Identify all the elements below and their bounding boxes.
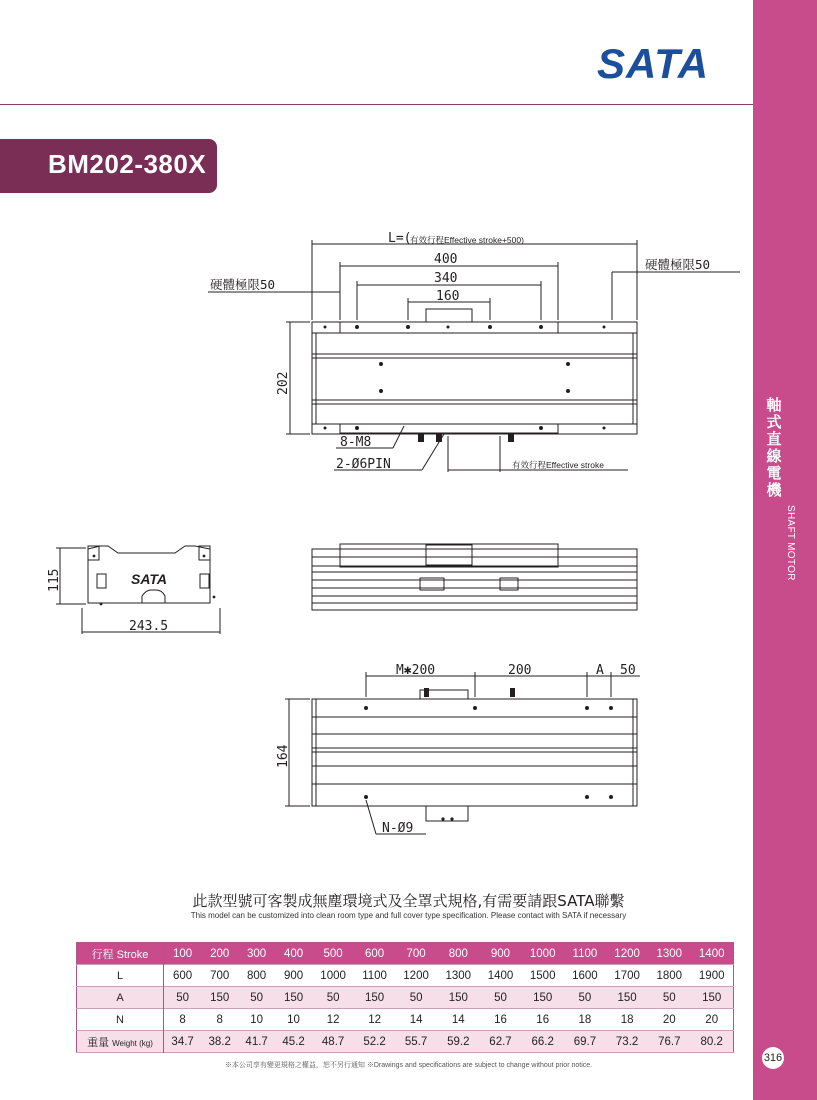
sata-logo xyxy=(594,42,712,82)
label-n9: N-Ø9 xyxy=(382,821,414,836)
table-cell: 18 xyxy=(606,1009,648,1031)
table-cell: 700 xyxy=(201,965,238,987)
dim-400: 400 xyxy=(434,252,458,267)
row-label-weight xyxy=(77,1031,164,1053)
table-cell: 1200 xyxy=(395,965,437,987)
table-row xyxy=(77,1031,734,1053)
table-cell: 150 xyxy=(275,987,312,1009)
table-cell: 18 xyxy=(564,1009,606,1031)
table-cell: 150 xyxy=(437,987,479,1009)
header-cell: 800 xyxy=(437,943,479,965)
table-cell: 50 xyxy=(479,987,521,1009)
table-cell: 150 xyxy=(606,987,648,1009)
table-cell: 10 xyxy=(238,1009,275,1031)
table-cell: 50 xyxy=(564,987,606,1009)
dim-A: A xyxy=(596,663,604,678)
table-cell: 59.2 xyxy=(437,1031,479,1053)
weight-label-en: Weight (kg) xyxy=(112,1038,153,1048)
table-cell: 38.2 xyxy=(201,1031,238,1053)
limit-left: 硬體極限50 xyxy=(210,277,276,292)
table-cell: 900 xyxy=(275,965,312,987)
dim-200: 200 xyxy=(508,663,532,678)
dim-164: 164 xyxy=(276,744,291,768)
table-cell: 14 xyxy=(395,1009,437,1031)
limit-right: 硬體極限50 xyxy=(645,257,711,272)
carriage-connector xyxy=(426,309,472,322)
side-category-cn-text: 軸式直線電機 xyxy=(766,396,782,499)
table-cell: 20 xyxy=(648,1009,690,1031)
table-cell: 1300 xyxy=(437,965,479,987)
header-label: 行程 Stroke xyxy=(77,943,164,965)
model-title: BM202-380X xyxy=(48,149,207,179)
table-cell: 1500 xyxy=(522,965,564,987)
side-view xyxy=(312,544,637,610)
dim-50: 50 xyxy=(620,663,636,678)
table-cell: 50 xyxy=(648,987,690,1009)
header-cell: 1300 xyxy=(648,943,690,965)
technical-drawing xyxy=(0,200,753,850)
table-cell: 800 xyxy=(238,965,275,987)
table-cell: 12 xyxy=(312,1009,354,1031)
row-label: N xyxy=(77,1009,164,1031)
disclaimer-footnote: ※本公司享有變更規格之權益，恕不另行通知 ※Drawings and specifications are subject to change without prior notice. xyxy=(224,1062,593,1069)
header-cell: 300 xyxy=(238,943,275,965)
header-cell: 1000 xyxy=(522,943,564,965)
table-cell: 12 xyxy=(354,1009,395,1031)
table-cell: 69.7 xyxy=(564,1031,606,1053)
header-cell: 400 xyxy=(275,943,312,965)
table-cell: 48.7 xyxy=(312,1031,354,1053)
table-cell: 1100 xyxy=(354,965,395,987)
header-cell: 100 xyxy=(164,943,202,965)
dim-115: 115 xyxy=(47,568,62,592)
table-cell: 80.2 xyxy=(690,1031,733,1053)
table-cell: 41.7 xyxy=(238,1031,275,1053)
dim-202: 202 xyxy=(276,371,291,395)
table-cell: 50 xyxy=(312,987,354,1009)
table-cell: 14 xyxy=(437,1009,479,1031)
top-view-body xyxy=(312,322,637,434)
table-cell: 16 xyxy=(479,1009,521,1031)
label-8-m8: 8-M8 xyxy=(340,435,372,450)
bottom-view xyxy=(285,672,640,834)
customization-note-en: This model can be customized into clean room type and full cover type specification. Please contact with SATA if necessary xyxy=(190,911,627,920)
header-cell: 900 xyxy=(479,943,521,965)
table-row xyxy=(77,987,734,1009)
table-cell: 52.2 xyxy=(354,1031,395,1053)
header-cell: 700 xyxy=(395,943,437,965)
table-cell: 1700 xyxy=(606,965,648,987)
header-cell: 1200 xyxy=(606,943,648,965)
weight-label-cn: 重量 xyxy=(87,1036,110,1049)
table-cell: 150 xyxy=(354,987,395,1009)
header-cell: 500 xyxy=(312,943,354,965)
dim-L-label: L=( xyxy=(388,231,412,246)
header-cell: 1400 xyxy=(690,943,733,965)
table-cell: 150 xyxy=(690,987,733,1009)
table-cell: 20 xyxy=(690,1009,733,1031)
dim-340: 340 xyxy=(434,271,458,286)
table-cell: 150 xyxy=(201,987,238,1009)
table-cell: 50 xyxy=(238,987,275,1009)
table-cell: 1000 xyxy=(312,965,354,987)
header-cell: 1100 xyxy=(564,943,606,965)
table-cell: 34.7 xyxy=(164,1031,202,1053)
dim-m200: M✱200 xyxy=(396,663,436,678)
table-cell: 8 xyxy=(201,1009,238,1031)
side-category-cn xyxy=(764,397,784,499)
sata-logo-graphic xyxy=(594,42,712,82)
dim-L-sub: 有效行程Effective stroke+500) xyxy=(410,235,524,245)
table-cell: 62.7 xyxy=(479,1031,521,1053)
sata-logo-text: SATA xyxy=(596,42,710,82)
header-cell: 600 xyxy=(354,943,395,965)
table-cell: 1600 xyxy=(564,965,606,987)
table-row xyxy=(77,1009,734,1031)
table-cell: 45.2 xyxy=(275,1031,312,1053)
table-cell: 50 xyxy=(164,987,202,1009)
carriage-bottom xyxy=(340,424,558,433)
page-number: 316 xyxy=(762,1047,784,1069)
table-cell: 76.7 xyxy=(648,1031,690,1053)
end-view-logo: SATA xyxy=(131,571,168,587)
spec-table xyxy=(76,942,734,1053)
table-cell: 50 xyxy=(395,987,437,1009)
table-cell: 16 xyxy=(522,1009,564,1031)
table-cell: 1900 xyxy=(690,965,733,987)
dim-160: 160 xyxy=(436,289,460,304)
table-row xyxy=(77,965,734,987)
table-cell: 73.2 xyxy=(606,1031,648,1053)
header-cell: 200 xyxy=(201,943,238,965)
customization-note-cn: 此款型號可客製成無塵環境式及全罩式規格,有需要請跟SATA聯繫 xyxy=(192,892,625,910)
label-pin: 2-Ø6PIN xyxy=(336,457,391,472)
side-category-en: SHAFT MOTOR xyxy=(785,505,796,581)
table-cell: 55.7 xyxy=(395,1031,437,1053)
table-cell: 10 xyxy=(275,1009,312,1031)
header-rule xyxy=(0,104,753,105)
row-label: L xyxy=(77,965,164,987)
table-cell: 150 xyxy=(522,987,564,1009)
row-label: A xyxy=(77,987,164,1009)
table-cell: 600 xyxy=(164,965,202,987)
table-cell: 66.2 xyxy=(522,1031,564,1053)
table-cell: 1800 xyxy=(648,965,690,987)
table-cell: 1400 xyxy=(479,965,521,987)
table-cell: 8 xyxy=(164,1009,202,1031)
table-header-row xyxy=(77,943,734,965)
label-eff-stroke: 有效行程Effective stroke xyxy=(512,460,604,470)
dim-243-5: 243.5 xyxy=(129,619,169,634)
